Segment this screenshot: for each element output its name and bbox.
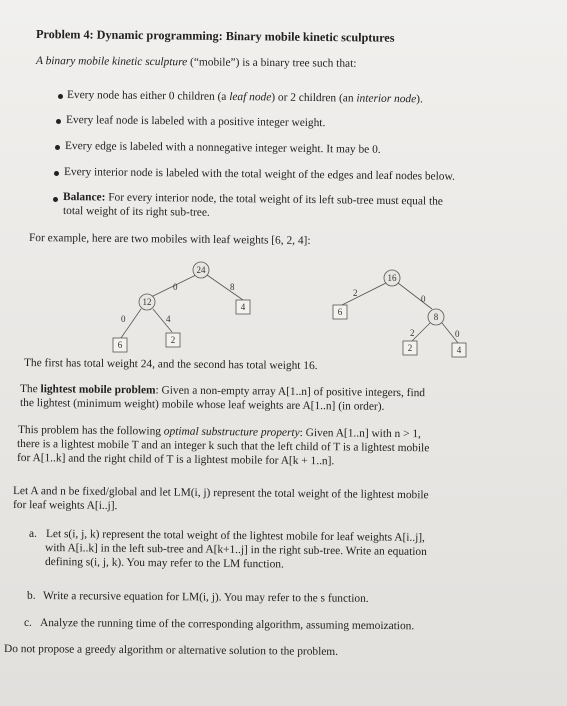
define-line-1: Let A and n be fixed/global and let LM(i, j) represent the total weight of the lightest mobile — [12, 485, 429, 502]
mobile-2-edge-inner-right: 0 — [455, 329, 460, 339]
part-c-label: c. — [24, 617, 32, 629]
substructure-line-2: there is a lightest mobile T and an integer k such that the left child of T is a lightest mobile — [16, 438, 430, 455]
bullet-5-line1: For every interior node, the total weight of its left sub-tree must equal the — [105, 191, 443, 208]
mobile-2-leaf-c-label: 4 — [456, 345, 462, 355]
part-a-line-3: defining s(i, j, k). You may refer to the LM function. — [44, 556, 284, 571]
mobile-1-edge-root-right: 8 — [230, 282, 235, 292]
mobile-1-leaf-a-label: 6 — [117, 340, 123, 350]
bullet-1-post: ). — [416, 93, 423, 106]
define-line-2: for leaf weights A[i..j]. — [12, 499, 118, 513]
part-a-line-1: Let s(i, j, k) represent the total weight of the lightest mobile for leaf weights A[i..j], — [45, 528, 426, 544]
substructure-pre: This problem has the following — [17, 424, 164, 438]
substructure-term: optimal substructure property — [163, 425, 300, 439]
mobile-1-leaf-b-label: 2 — [170, 335, 176, 345]
bullet-2: Every leaf node is labeled with a positive integer weight. — [65, 114, 326, 130]
part-b-line-1: Write a recursive equation for LM(i, j). You may refer to the s function. — [42, 590, 369, 605]
mobile-1-root-label: 24 — [196, 265, 206, 275]
bullet-3: Every edge is labeled with a nonnegative integer weight. It may be 0. — [64, 140, 381, 156]
footer-note: Do not propose a greedy algorithm or alternative solution to the problem. — [3, 643, 339, 658]
substructure-line-3: for A[1..k] and the right child of T is a lightest mobile for A[k + 1..n]. — [16, 452, 335, 468]
bullet-1-pre: Every node has either 0 children (a — [66, 89, 230, 103]
part-a-line-2: with A[i..k] in the left sub-tree and A[k+1..j] in the right sub-tree. Write an equation — [44, 542, 427, 558]
balance-term: Balance: — [62, 191, 106, 204]
mobile-1-edge-inner-left: 0 — [121, 314, 126, 324]
bullet-4: Every interior node is labeled with the total weight of the edges and leaf nodes below. — [63, 166, 455, 183]
totals-line: The first has total weight 24, and the second has total weight 16. — [23, 357, 318, 373]
lightest-line-2: the lightest (minimum weight) mobile whose leaf weights are A[1..n] (in order). — [19, 397, 385, 413]
mobile-2-edge-root-right: 0 — [421, 294, 426, 304]
mobile-2-root-label: 16 — [387, 273, 397, 283]
lightest-pre: The — [19, 383, 41, 396]
mobile-1-leaf-c-label: 4 — [240, 302, 246, 312]
example-intro: For example, here are two mobiles with leaf weights [6, 2, 4]: — [28, 232, 311, 247]
mobile-2-inner-label: 8 — [433, 312, 439, 322]
mobile-1-edge-inner-right: 4 — [166, 314, 171, 324]
lightest-l1: : Given a non-empty array A[1..n] of positive integers, find — [155, 384, 426, 400]
lightest-term: lightest mobile problem — [40, 383, 156, 397]
mobile-2-leaf-a-label: 6 — [337, 307, 343, 317]
mobile-1-inner-label: 12 — [142, 297, 152, 307]
bullet-1-mid: ) or 2 children (an — [271, 91, 357, 105]
substructure-post: : Given A[1..n] with n > 1, — [299, 426, 422, 441]
problem-title: Problem 4: Dynamic programming: Binary mobile kinetic sculptures — [35, 27, 395, 45]
bullet-5-line2: total weight of its right sub-tree. — [62, 205, 210, 219]
part-b-label: b. — [27, 590, 36, 602]
intro-rest: (“mobile”) is a binary tree such that: — [187, 56, 357, 70]
mobile-2-edge-root-left: 2 — [353, 288, 358, 298]
mobile-2-edge-inner-left: 2 — [410, 328, 415, 338]
bullet-1-leaf-term: leaf node — [229, 90, 272, 104]
part-c-line-1: Analyze the running time of the corresponding algorithm, assuming memoization. — [39, 617, 415, 633]
bullet-1-interior-term: interior node — [356, 92, 417, 106]
mobile-2-leaf-b-label: 2 — [407, 343, 413, 353]
intro-term: A binary mobile kinetic sculpture — [35, 55, 188, 69]
mobile-1-edge-root-left: 0 — [173, 282, 178, 292]
part-a-label: a. — [29, 528, 37, 540]
